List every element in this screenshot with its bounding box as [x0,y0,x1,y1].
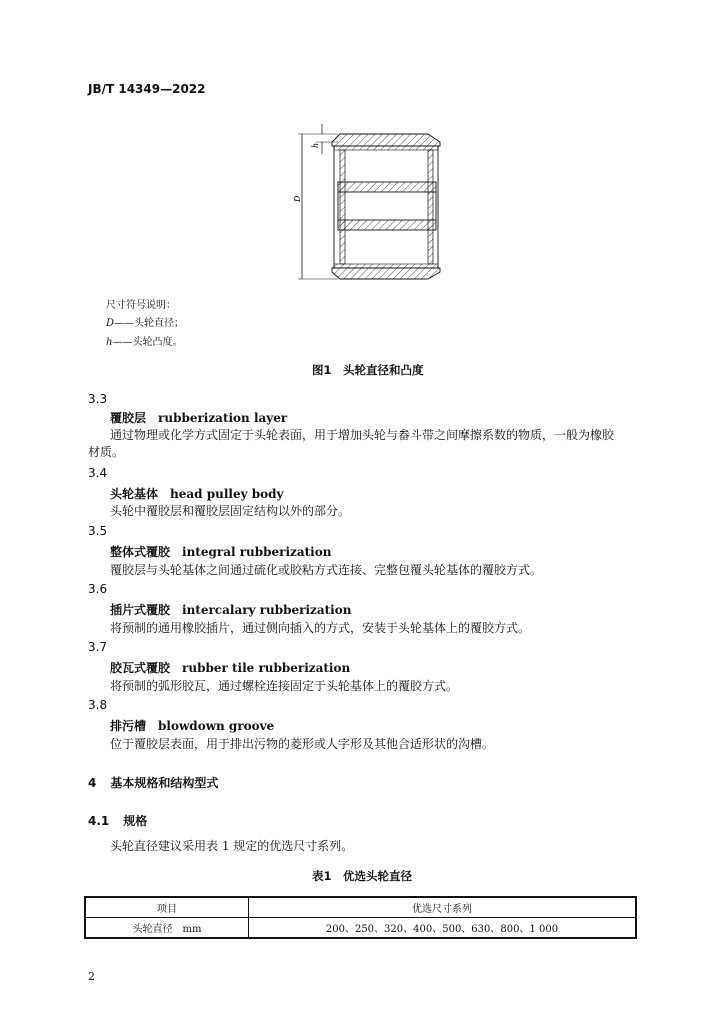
table-header: 优选尺寸系列 [249,897,637,918]
term-en: integral rubberization [182,545,332,559]
table-cell: 头轮直径 mm [85,918,249,939]
term-definition-cont: 材质。 [88,445,125,459]
figure-legend-h [106,333,182,348]
section-title: 规格 [123,814,148,828]
table-header: 项目 [85,897,249,918]
table-row [85,918,636,939]
legend-text: ——头轮直径； [114,318,185,329]
legend-text: ——头轮凸度。 [112,337,183,348]
figure-caption: 图1 头轮直径和凸度 [312,363,424,377]
term-definition: 将预制的通用橡胶插片，通过侧向插入的方式，安装于头轮基体上的覆胶方式。 [110,621,531,635]
term-title [110,717,274,734]
section-heading [88,774,218,791]
term-number: 3.7 [88,640,108,654]
document-code: JB/T 14349—2022 [88,82,206,96]
term-definition: 通过物理或化学方式固定于头轮表面，用于增加头轮与畚斗带之间摩擦系数的物质，一般为橡胶 [110,428,615,442]
dim-D-label: D [293,195,302,202]
term-number: 3.4 [88,466,108,480]
term-cn: 覆胶层 [110,411,147,425]
term-title [110,601,351,618]
figure-legend-title: 尺寸符号说明： [106,300,176,311]
page-number: 2 [88,970,95,983]
subsection-heading [88,812,147,829]
table-header-row [85,897,636,918]
term-cn: 整体式覆胶 [110,545,171,559]
term-cn: 头轮基体 [110,487,159,501]
term-cn: 插片式覆胶 [110,603,171,617]
section-number: 4 [88,776,97,790]
term-definition: 覆胶层与头轮基体之间通过硫化或胶粘方式连接、完整包覆头轮基体的覆胶方式。 [110,563,543,577]
term-title [110,485,284,502]
term-title [110,543,331,560]
term-en: intercalary rubberization [182,603,352,617]
section-number: 4.1 [88,814,110,828]
subsection-body: 头轮直径建议采用表 1 规定的优选尺寸系列。 [110,839,354,853]
term-en: head pulley body [170,487,284,501]
legend-symbol: h [106,337,113,348]
term-en: rubberization layer [158,411,288,425]
legend-symbol: D [106,318,115,329]
term-number: 3.6 [88,582,108,596]
term-title [110,659,350,676]
table-caption: 表1 优选头轮直径 [312,869,413,883]
term-definition: 位于覆胶层表面，用于排出污物的菱形或人字形及其他合适形状的沟槽。 [110,737,495,751]
term-number: 3.8 [88,698,108,712]
table-cell: 200、250、320、400、500、630、800、1 000 [249,918,637,939]
term-number: 3.3 [88,392,108,406]
preferred-diameter-table [84,896,637,939]
term-definition: 头轮中覆胶层和覆胶层固定结构以外的部分。 [110,504,351,518]
dim-h-label: h [311,142,320,148]
figure-legend-D [106,314,184,329]
term-title [110,409,287,426]
term-number: 3.5 [88,524,108,538]
term-cn: 胶瓦式覆胶 [110,661,171,675]
term-cn: 排污槽 [110,719,147,733]
section-title: 基本规格和结构型式 [110,776,219,790]
term-en: blowdown groove [158,719,275,733]
term-definition: 将预制的弧形胶瓦，通过螺栓连接固定于头轮基体上的覆胶方式。 [110,679,459,693]
pulley-figure [290,120,460,290]
term-en: rubber tile rubberization [182,661,351,675]
